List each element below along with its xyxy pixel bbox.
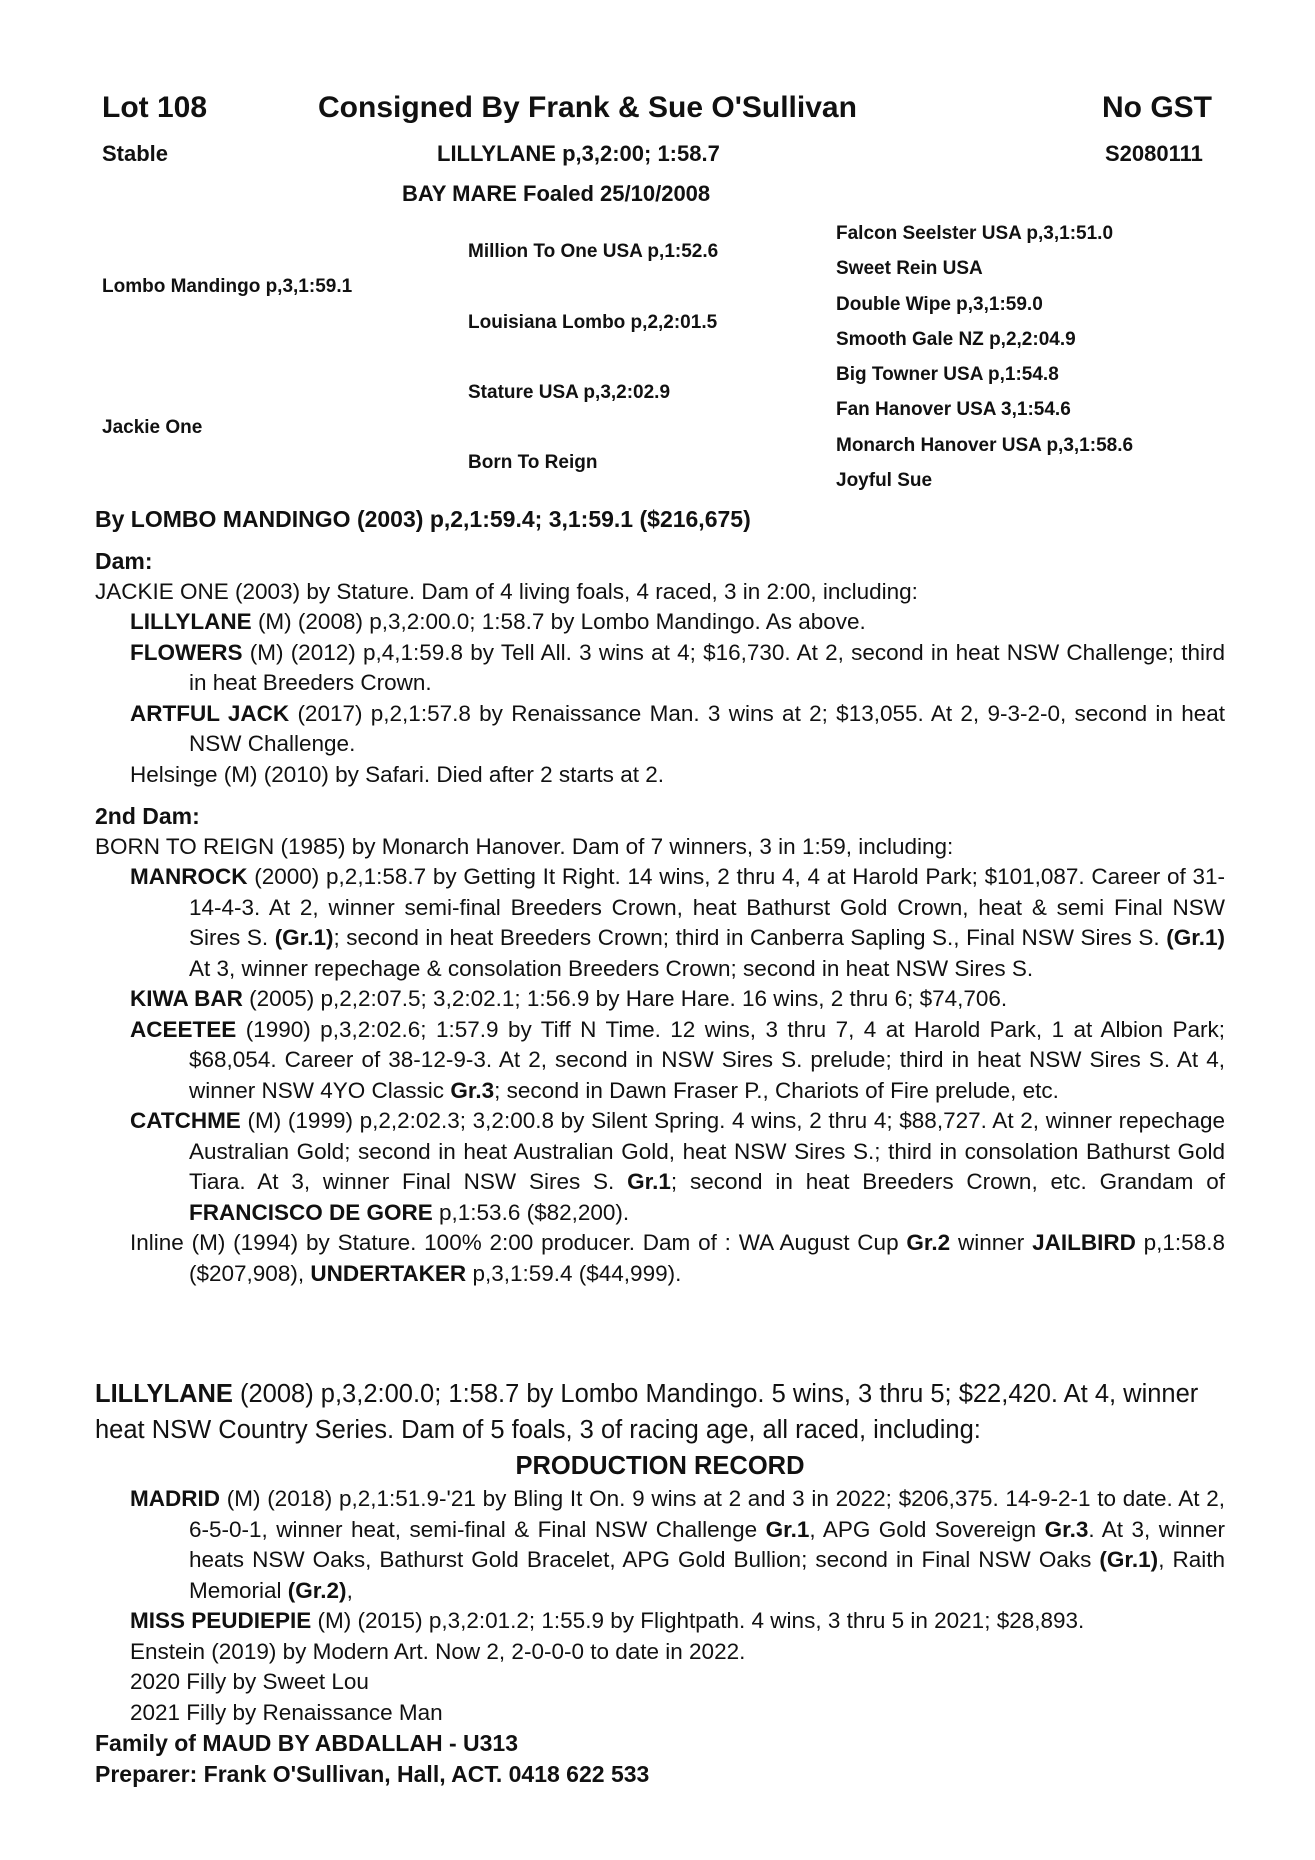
progeny-name: MISS PEUDIEPIE xyxy=(130,1608,312,1633)
lot-number: Lot 108 xyxy=(102,91,208,124)
family-line: Family of MAUD BY ABDALLAH - U313 xyxy=(95,1730,518,1756)
progeny-name: FLOWERS xyxy=(130,639,243,665)
pedigree-g3: Double Wipe p,3,1:59.0 xyxy=(836,294,1043,315)
pedigree-sire: Lombo Mandingo p,3,1:59.1 xyxy=(102,276,353,297)
pedigree-dam-dam: Born To Reign xyxy=(468,452,598,473)
progeny-entry: FLOWERS (M) (2012) p,4,1:59.8 by Tell All. 3 wins at 4; $16,730. At 2, second in heat NSW Challenge; third in heat Breeders Crown. xyxy=(130,639,1225,695)
production-heading: PRODUCTION RECORD xyxy=(515,1452,805,1480)
consignor: Consigned By Frank & Sue O'Sullivan xyxy=(318,91,857,124)
progeny-entry: LILLYLANE (M) (2008) p,3,2:00.0; 1:58.7 by Lombo Mandingo. As above. xyxy=(130,609,866,634)
horse-line: LILLYLANE p,3,2:00; 1:58.7 xyxy=(437,141,720,166)
pedigree-g3: Smooth Gale NZ p,2,2:04.9 xyxy=(836,329,1076,350)
production-section xyxy=(95,1376,1225,1789)
pedigree-dam: Jackie One xyxy=(102,417,203,438)
pedigree-g3: Sweet Rein USA xyxy=(836,258,983,279)
horse-description: BAY MARE Foaled 25/10/2008 xyxy=(402,181,711,206)
dam-section xyxy=(95,546,1225,790)
progeny-entry: MADRID (M) (2018) p,2,1:51.9-'21 by Bling It On. 9 wins at 2 and 3 in 2022; $206,375. 14-9-2-1 to date. At 2, 6-5-0-1, winner heat, semi-final & Final NSW Challenge Gr.1, APG Gold Sovereign Gr.3. At 3, winner heats NSW Oaks, Bathurst Gold Bracelet, APG Gold Bullion; second in Final NSW Oaks (Gr.1), Raith Memorial (Gr.2), xyxy=(130,1486,1226,1603)
preparer-line: Preparer: Frank O'Sullivan, Hall, ACT. 0418 622 533 xyxy=(95,1760,650,1787)
progeny-name: MADRID xyxy=(130,1486,220,1511)
progeny-entry: 2021 Filly by Renaissance Man xyxy=(130,1699,443,1725)
progeny-entry: 2020 Filly by Sweet Lou xyxy=(130,1669,369,1694)
subject-summary: LILLYLANE (2008) p,3,2:00.0; 1:58.7 by Lombo Mandingo. 5 wins, 3 thru 5; $22,420. At 4, winner heat NSW Country Series. Dam of 5 foals, 3 of racing age, all raced, including: xyxy=(95,1380,1199,1444)
progeny-name: CATCHME xyxy=(130,1108,241,1133)
progeny-entry: Inline (M) (1994) by Stature. 100% 2:00 producer. Dam of : WA August Cup Gr.2 winner JAILBIRD p,1:58.8 ($207,908), UNDERTAKER p,3,1:59.4 ($44,999). xyxy=(130,1230,1225,1286)
reference-code: S2080111 xyxy=(1105,141,1203,166)
progeny-name: ARTFUL JACK xyxy=(130,700,290,726)
progeny-name: MANROCK xyxy=(130,864,248,889)
dam-intro: JACKIE ONE (2003) by Stature. Dam of 4 living foals, 4 raced, 3 in 2:00, including: xyxy=(95,578,918,604)
pedigree-dam-sire: Stature USA p,3,2:02.9 xyxy=(468,382,671,403)
second-dam-intro: BORN TO REIGN (1985) by Monarch Hanover. Dam of 7 winners, 3 in 1:59, including: xyxy=(95,833,954,859)
progeny-name: KIWA BAR xyxy=(130,986,243,1011)
progeny-entry: MISS PEUDIEPIE (M) (2015) p,3,2:01.2; 1:55.9 by Flightpath. 4 wins, 3 thru 5 in 2021; $28,893. xyxy=(130,1608,1085,1633)
progeny-entry: Enstein (2019) by Modern Art. Now 2, 2-0-0-0 to date in 2022. xyxy=(130,1638,746,1664)
gst-status: No GST xyxy=(1102,91,1212,124)
second-dam-section xyxy=(95,801,1225,1289)
progeny-name: LILLYLANE xyxy=(130,609,252,634)
progeny-entry: CATCHME (M) (1999) p,2,2:02.3; 3,2:00.8 by Silent Spring. 4 wins, 2 thru 4; $88,727. At 2, winner repechage Australian Gold; second in heat Australian Gold, heat NSW Sires S.; third in consolation Bathurst Gold Tiara. At 3, winner Final NSW Sires S. Gr.1; second in heat Breeders Crown, etc. Grandam of FRANCISCO DE GORE p,1:53.6 ($82,200). xyxy=(130,1108,1225,1225)
progeny-name: ACEETEE xyxy=(130,1016,237,1042)
progeny-entry: KIWA BAR (2005) p,2,2:07.5; 3,2:02.1; 1:56.9 by Hare Hare. 16 wins, 2 thru 6; $74,706. xyxy=(130,986,1008,1011)
pedigree-g3: Monarch Hanover USA p,3,1:58.6 xyxy=(836,435,1134,456)
progeny-entry: ACEETEE (1990) p,3,2:02.6; 1:57.9 by Tiff N Time. 12 wins, 3 thru 7, 4 at Harold Park, 1 at Albion Park; $68,054. Career of 38-12-9-3. At 2, second in NSW Sires S. prelude; third in heat NSW Sires S. At 4, winner NSW 4YO Classic Gr.3; second in Dawn Fraser P., Chariots of Fire prelude, etc. xyxy=(130,1016,1225,1103)
pedigree-sire-sire: Million To One USA p,1:52.6 xyxy=(468,241,719,262)
pedigree-g3: Fan Hanover USA 3,1:54.6 xyxy=(836,399,1071,420)
progeny-entry: ARTFUL JACK (2017) p,2,1:57.8 by Renaissance Man. 3 wins at 2; $13,055. At 2, 9-3-2-0, second in heat NSW Challenge. xyxy=(130,700,1225,756)
pedigree-g3: Big Towner USA p,1:54.8 xyxy=(836,364,1059,385)
progeny-entry: MANROCK (2000) p,2,1:58.7 by Getting It Right. 14 wins, 2 thru 4, 4 at Harold Park; $101,087. Career of 31-14-4-3. At 2, winner semi-final Breeders Crown, heat Bathurst Gold Crown, heat & semi Final NSW Sires S. (Gr.1); second in heat Breeders Crown; third in Canberra Sapling S., Final NSW Sires S. (Gr.1) At 3, winner repechage & consolation Breeders Crown; second in heat NSW Sires S. xyxy=(130,864,1226,981)
pedigree-g3: Joyful Sue xyxy=(836,470,933,491)
pedigree-g3: Falcon Seelster USA p,3,1:51.0 xyxy=(836,223,1114,244)
dam-heading: Dam: xyxy=(95,548,153,574)
pedigree-sire-dam: Louisiana Lombo p,2,2:01.5 xyxy=(468,312,718,333)
subject-name: LILLYLANE xyxy=(95,1380,233,1408)
second-dam-heading: 2nd Dam: xyxy=(95,803,200,829)
location: Stable xyxy=(102,141,169,166)
sire-line: By LOMBO MANDINGO (2003) p,2,1:59.4; 3,1:59.1 ($216,675) xyxy=(95,506,751,532)
progeny-entry: Helsinge (M) (2010) by Safari. Died after 2 starts at 2. xyxy=(130,761,664,787)
